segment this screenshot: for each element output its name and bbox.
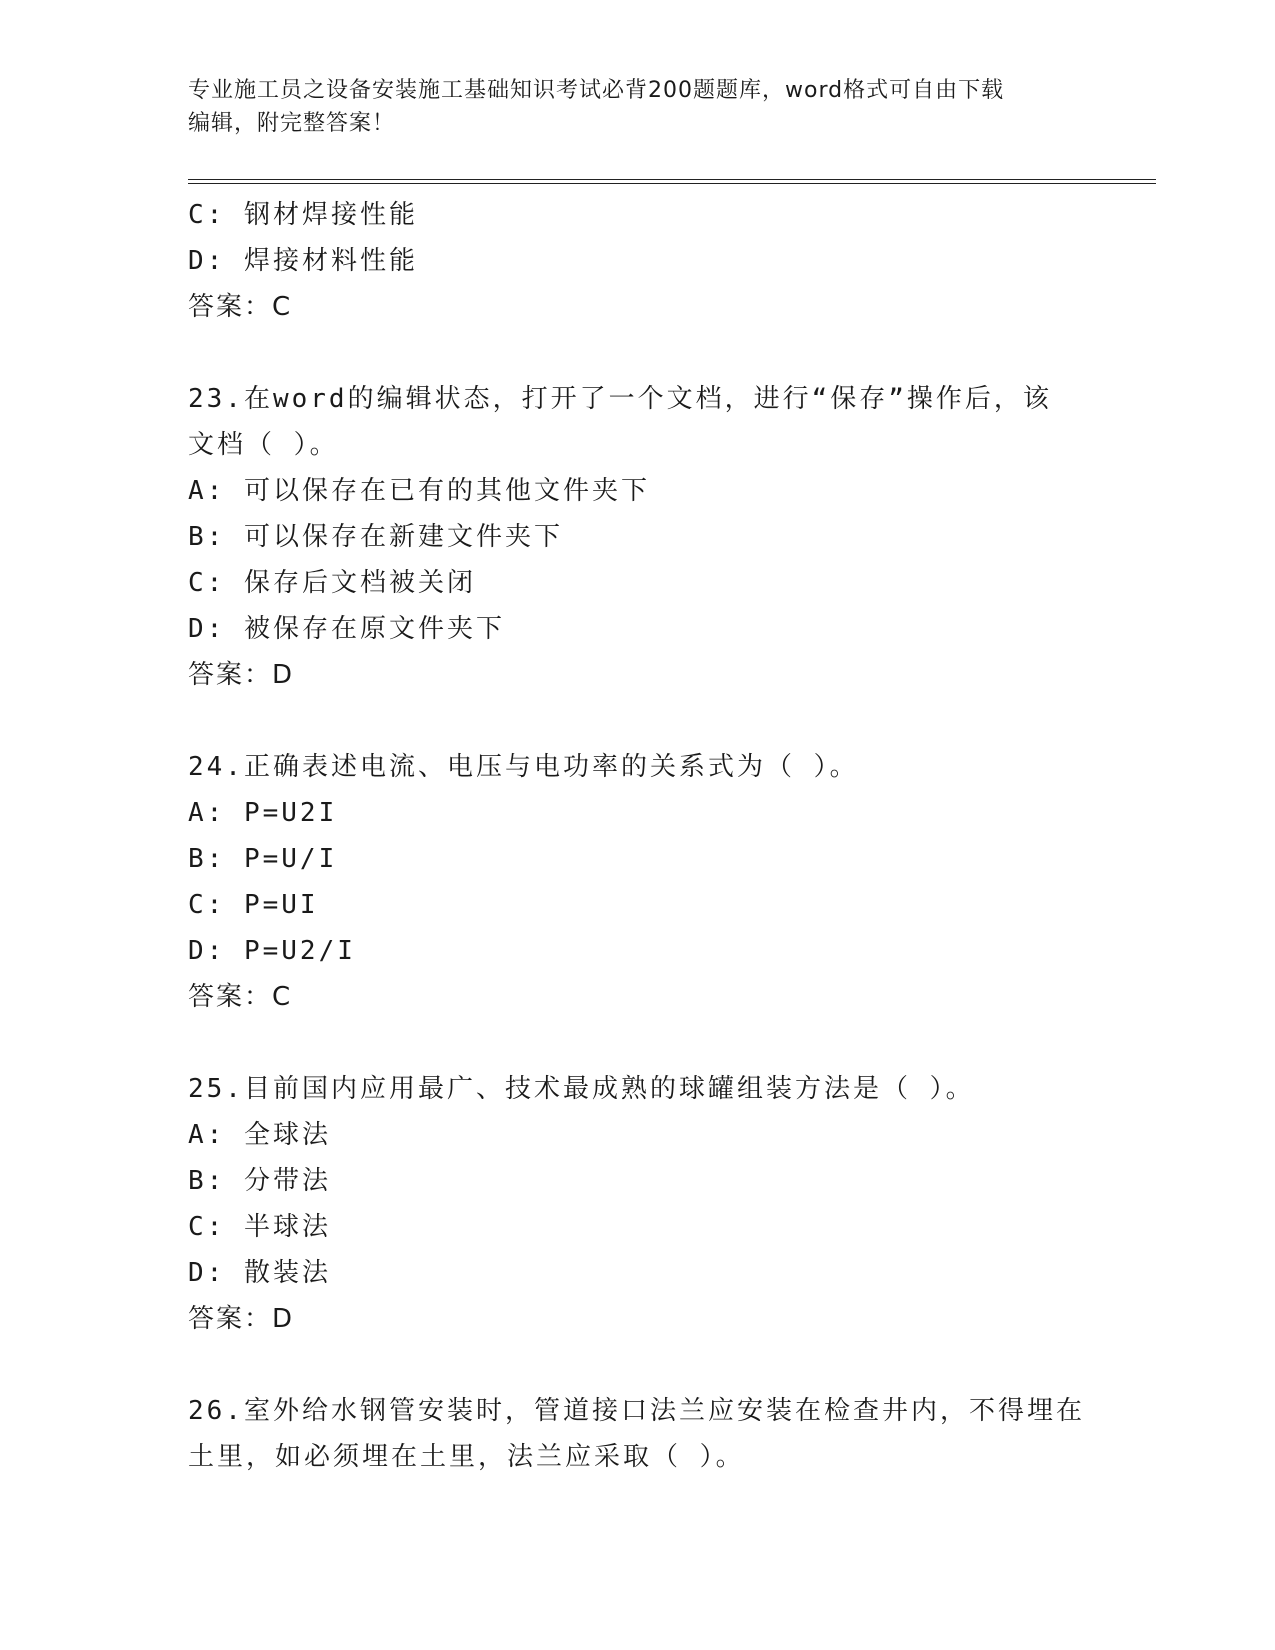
option-b: B: P=U/I <box>188 844 338 874</box>
option-a: A: P=U2I <box>188 798 338 828</box>
option-d: D: 被保存在原文件夹下 <box>188 614 505 644</box>
document-body <box>188 192 1088 1480</box>
question-stem: 23.在word的编辑状态，打开了一个文档，进行“保存”操作后，该 <box>188 384 1052 414</box>
option-c: C: 保存后文档被关闭 <box>188 568 476 598</box>
option-c: C: 钢材焊接性能 <box>188 200 418 230</box>
answer-line: 答案：C <box>188 292 293 322</box>
answer-line: 答案：D <box>188 660 295 690</box>
spacer <box>188 1342 1088 1388</box>
option-c: C: 半球法 <box>188 1212 331 1242</box>
option-d: D: P=U2/I <box>188 936 356 966</box>
question-block-23 <box>188 376 1088 698</box>
option-c: C: P=UI <box>188 890 319 920</box>
question-block-25 <box>188 1066 1088 1342</box>
question-block-partial <box>188 192 1088 330</box>
spacer <box>188 330 1088 376</box>
header-rule-top <box>188 179 1156 180</box>
question-stem: 25.目前国内应用最广、技术最成熟的球罐组装方法是（ ）。 <box>188 1074 975 1104</box>
header-rule-bottom <box>188 183 1156 184</box>
option-a: A: 全球法 <box>188 1120 331 1150</box>
header-line-2: 编辑，附完整答案！ <box>188 111 396 136</box>
answer-line: 答案：D <box>188 1304 295 1334</box>
option-d: D: 散装法 <box>188 1258 331 1288</box>
question-block-24 <box>188 744 1088 1020</box>
document-header <box>188 74 1088 140</box>
question-block-26 <box>188 1388 1088 1480</box>
option-b: B: 可以保存在新建文件夹下 <box>188 522 563 552</box>
spacer <box>188 1020 1088 1066</box>
header-line-1: 专业施工员之设备安装施工基础知识考试必背200题题库，word格式可自由下载 <box>188 78 1005 103</box>
question-stem: 文档（ ）。 <box>188 430 339 460</box>
question-stem: 土里，如必须埋在土里，法兰应采取（ ）。 <box>188 1442 745 1472</box>
spacer <box>188 698 1088 744</box>
answer-line: 答案：C <box>188 982 293 1012</box>
option-a: A: 可以保存在已有的其他文件夹下 <box>188 476 650 506</box>
option-b: B: 分带法 <box>188 1166 331 1196</box>
option-d: D: 焊接材料性能 <box>188 246 418 276</box>
question-stem: 26.室外给水钢管安装时，管道接口法兰应安装在检查井内，不得埋在 <box>188 1396 1085 1426</box>
question-stem: 24.正确表述电流、电压与电功率的关系式为（ ）。 <box>188 752 859 782</box>
